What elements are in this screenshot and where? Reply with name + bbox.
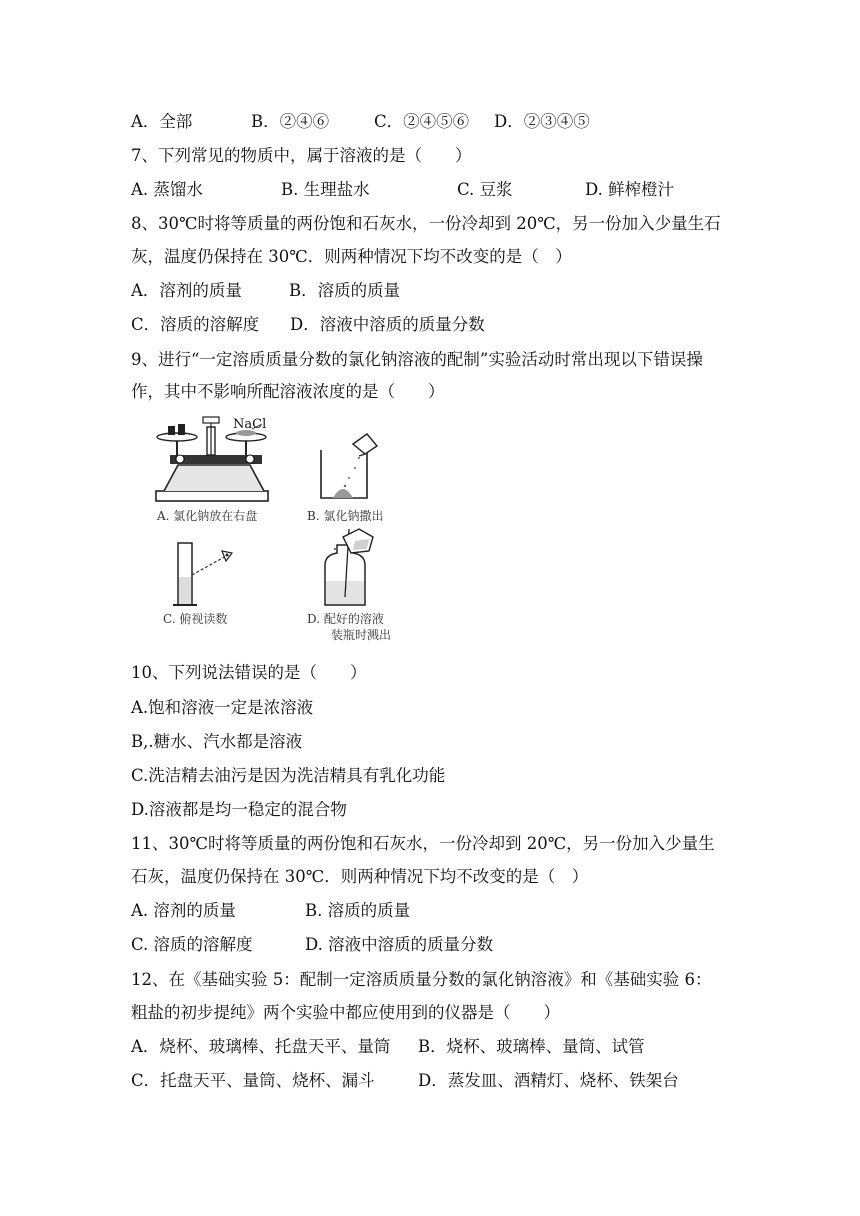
q8-option-a: A．溶剂的质量 [131, 281, 242, 300]
cylinder-reading-figure [170, 535, 240, 610]
q6-option-b: B．②④⑥ [251, 112, 330, 131]
q12-option-d: D．蒸发皿、酒精灯、烧杯、铁架台 [418, 1071, 679, 1090]
q11-option-c: C. 溶质的溶解度 [131, 935, 253, 954]
q6-option-d: D．②③④⑤ [494, 112, 590, 131]
q7-option-b: B. 生理盐水 [281, 180, 370, 199]
caption-b: B. 氯化钠撒出 [307, 509, 384, 523]
q11-option-d: D. 溶液中溶质的质量分数 [305, 935, 494, 954]
q7-stem: 7、下列常见的物质中，属于溶液的是（ ） [131, 146, 472, 165]
q8-stem-line2: 灰，温度仍保持在 30℃．则两种情况下均不改变的是（ ） [131, 247, 572, 266]
q8-option-d: D．溶液中溶质的质量分数 [290, 315, 485, 334]
q10-option-a: A.饱和溶液一定是浓溶液 [131, 698, 314, 717]
q9-stem-line1: 9、进行“一定溶质质量分数的氯化钠溶液的配制”实验活动时常出现以下错误操 [131, 350, 703, 369]
q9-stem-line2: 作，其中不影响所配溶液浓度的是（ ） [131, 382, 445, 401]
q12-option-b: B．烧杯、玻璃棒、量筒、试管 [418, 1037, 645, 1056]
q7-option-c: C. 豆浆 [457, 180, 513, 199]
q10-stem: 10、下列说法错误的是（ ） [131, 663, 367, 682]
q11-stem-line1: 11、30℃时将等质量的两份饱和石灰水，一份冷却到 20℃，另一份加入少量生 [131, 834, 715, 853]
q11-option-b: B. 溶质的质量 [305, 901, 411, 920]
q6-option-c: C．②④⑤⑥ [374, 112, 470, 131]
nacl-label: NaCl [233, 417, 267, 432]
q8-option-b: B．溶质的质量 [289, 281, 401, 300]
q8-option-c: C．溶质的溶解度 [131, 315, 260, 334]
q7-option-d: D. 鲜榨橙汁 [585, 180, 675, 199]
q12-stem-line1: 12、在《基础实验 5：配制一定溶质质量分数的氯化钠溶液》和《基础实验 6： [131, 970, 712, 989]
bottle-pour-figure [315, 525, 385, 610]
caption-d-line2: 装瓶时溅出 [331, 628, 392, 642]
q8-stem-line1: 8、30℃时将等质量的两份饱和石灰水，一份冷却到 20℃，另一份加入少量生石 [131, 214, 721, 233]
q12-option-c: C．托盘天平、量筒、烧杯、漏斗 [131, 1071, 375, 1090]
q11-option-a: A. 溶剂的质量 [131, 901, 236, 920]
q12-stem-line2: 粗盐的初步提纯》两个实验中都应使用到的仪器是（ ） [131, 1003, 560, 1022]
q10-option-d: D.溶液都是均一稳定的混合物 [131, 800, 347, 819]
q12-option-a: A．烧杯、玻璃棒、托盘天平、量筒 [131, 1037, 391, 1056]
q6-option-a: A．全部 [131, 112, 193, 131]
caption-a: A. 氯化钠放在右盘 [157, 509, 258, 523]
q10-option-c: C.洗洁精去油污是因为洗洁精具有乳化功能 [131, 766, 446, 785]
q7-option-a: A. 蒸馏水 [131, 180, 203, 199]
q11-stem-line2: 石灰，温度仍保持在 30℃．则两种情况下均不改变的是（ ） [131, 867, 589, 886]
caption-c: C. 俯视读数 [163, 612, 228, 626]
beaker-spill-figure [315, 428, 385, 503]
q10-option-b: B,.糖水、汽水都是溶液 [131, 732, 303, 751]
caption-d-line1: D. 配好的溶液 [307, 612, 384, 626]
